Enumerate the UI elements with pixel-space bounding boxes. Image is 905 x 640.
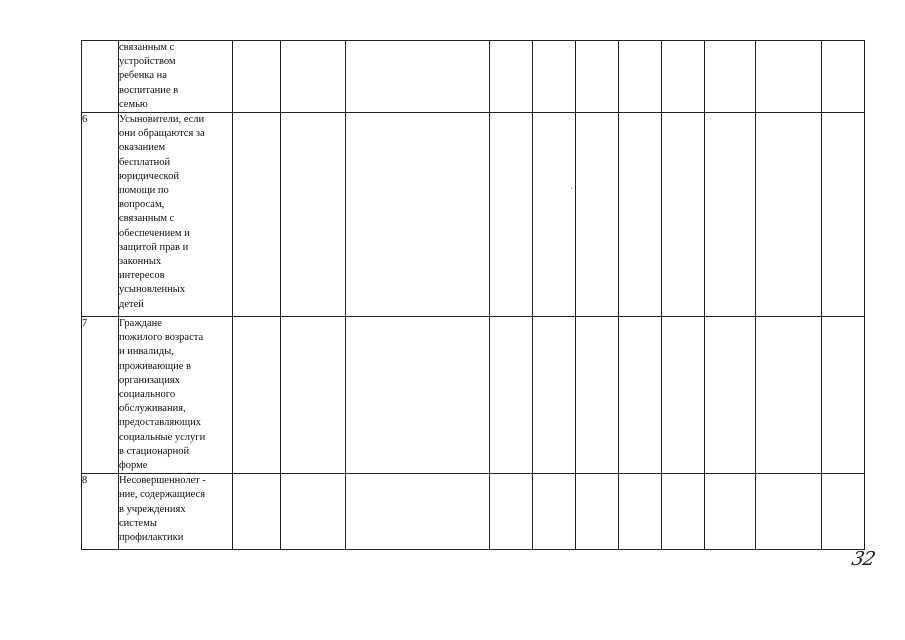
empty-cell bbox=[619, 41, 662, 113]
description-line: интересов bbox=[119, 270, 165, 282]
description-line: воспитание в bbox=[119, 84, 179, 96]
description-line: Усыновители, если bbox=[119, 114, 205, 126]
empty-cell bbox=[490, 474, 533, 550]
description-line: оказанием bbox=[119, 142, 166, 154]
empty-cell bbox=[533, 113, 576, 317]
empty-cell bbox=[822, 474, 865, 550]
description-line: в учреждениях bbox=[119, 503, 186, 515]
empty-cell bbox=[233, 474, 281, 550]
row-category-description bbox=[119, 474, 233, 550]
empty-cell bbox=[533, 474, 576, 550]
description-line: детей bbox=[119, 298, 144, 310]
description-line: Граждане bbox=[119, 318, 162, 330]
row-category-description bbox=[119, 317, 233, 474]
empty-cell bbox=[662, 113, 705, 317]
empty-cell bbox=[619, 474, 662, 550]
empty-cell bbox=[662, 41, 705, 113]
row-number: 8 bbox=[82, 474, 119, 550]
description-line: в стационарной bbox=[119, 445, 190, 457]
table-row bbox=[82, 317, 865, 474]
empty-cell bbox=[619, 113, 662, 317]
empty-cell bbox=[576, 41, 619, 113]
empty-cell bbox=[705, 474, 756, 550]
description-line: бесплатной bbox=[119, 156, 171, 168]
empty-cell bbox=[576, 113, 619, 317]
empty-cell bbox=[346, 41, 490, 113]
row-category-description bbox=[119, 41, 233, 113]
empty-cell bbox=[576, 317, 619, 474]
description-line: ние, содержащиеся bbox=[119, 489, 206, 501]
description-line: организациях bbox=[119, 374, 180, 386]
row-number: 7 bbox=[82, 317, 119, 474]
description-line: проживающие в bbox=[119, 360, 192, 372]
description-line: связанным с bbox=[119, 213, 175, 225]
empty-cell bbox=[576, 474, 619, 550]
description-line: защитой прав и bbox=[119, 241, 189, 253]
description-line: связанным с bbox=[119, 42, 175, 53]
empty-cell bbox=[705, 113, 756, 317]
row-number: 6 bbox=[82, 113, 119, 317]
description-line: помощи по bbox=[119, 185, 169, 197]
description-line: Несовершеннолет - bbox=[119, 475, 206, 487]
description-line: устройством bbox=[119, 56, 176, 68]
description-line: законных bbox=[119, 256, 162, 268]
empty-cell bbox=[756, 113, 822, 317]
empty-cell bbox=[533, 41, 576, 113]
empty-cell bbox=[346, 113, 490, 317]
description-line: и инвалиды, bbox=[119, 346, 174, 358]
table-row bbox=[82, 113, 865, 317]
table-body bbox=[82, 41, 865, 550]
empty-cell bbox=[756, 317, 822, 474]
empty-cell bbox=[756, 474, 822, 550]
page-number: 32 bbox=[849, 548, 877, 570]
description-line: профилактики bbox=[119, 532, 184, 544]
description-line: юридической bbox=[119, 170, 179, 182]
empty-cell bbox=[533, 317, 576, 474]
empty-cell bbox=[705, 41, 756, 113]
description-line: социального bbox=[119, 389, 176, 401]
empty-cell bbox=[233, 317, 281, 474]
description-line: усыновленных bbox=[119, 284, 186, 296]
table-row bbox=[82, 41, 865, 113]
empty-cell bbox=[281, 113, 346, 317]
report-table bbox=[81, 40, 865, 550]
description-line: семью bbox=[119, 98, 148, 110]
description-line: ребенка на bbox=[119, 70, 167, 82]
table-row bbox=[82, 474, 865, 550]
description-line: вопросам, bbox=[119, 199, 165, 211]
row-category-description bbox=[119, 113, 233, 317]
empty-cell bbox=[619, 317, 662, 474]
empty-cell bbox=[346, 317, 490, 474]
description-line: обслуживания, bbox=[119, 403, 186, 415]
description-line: предоставляющих bbox=[119, 417, 201, 429]
description-line: обеспечением и bbox=[119, 227, 190, 239]
empty-cell bbox=[756, 41, 822, 113]
empty-cell bbox=[662, 474, 705, 550]
description-line: они обращаются за bbox=[119, 128, 205, 140]
description-line: форме bbox=[119, 460, 148, 472]
description-line: социальные услуги bbox=[119, 431, 206, 443]
empty-cell bbox=[490, 317, 533, 474]
empty-cell bbox=[822, 41, 865, 113]
empty-cell bbox=[822, 317, 865, 474]
empty-cell bbox=[490, 113, 533, 317]
empty-cell bbox=[822, 113, 865, 317]
empty-cell bbox=[233, 113, 281, 317]
empty-cell bbox=[346, 474, 490, 550]
empty-cell bbox=[281, 41, 346, 113]
description-line: пожилого возраста bbox=[119, 332, 204, 344]
empty-cell bbox=[233, 41, 281, 113]
description-line: системы bbox=[119, 517, 157, 529]
empty-cell bbox=[662, 317, 705, 474]
scan-speck bbox=[571, 188, 572, 189]
empty-cell bbox=[281, 317, 346, 474]
empty-cell bbox=[490, 41, 533, 113]
empty-cell bbox=[705, 317, 756, 474]
empty-cell bbox=[281, 474, 346, 550]
row-number bbox=[82, 41, 119, 113]
